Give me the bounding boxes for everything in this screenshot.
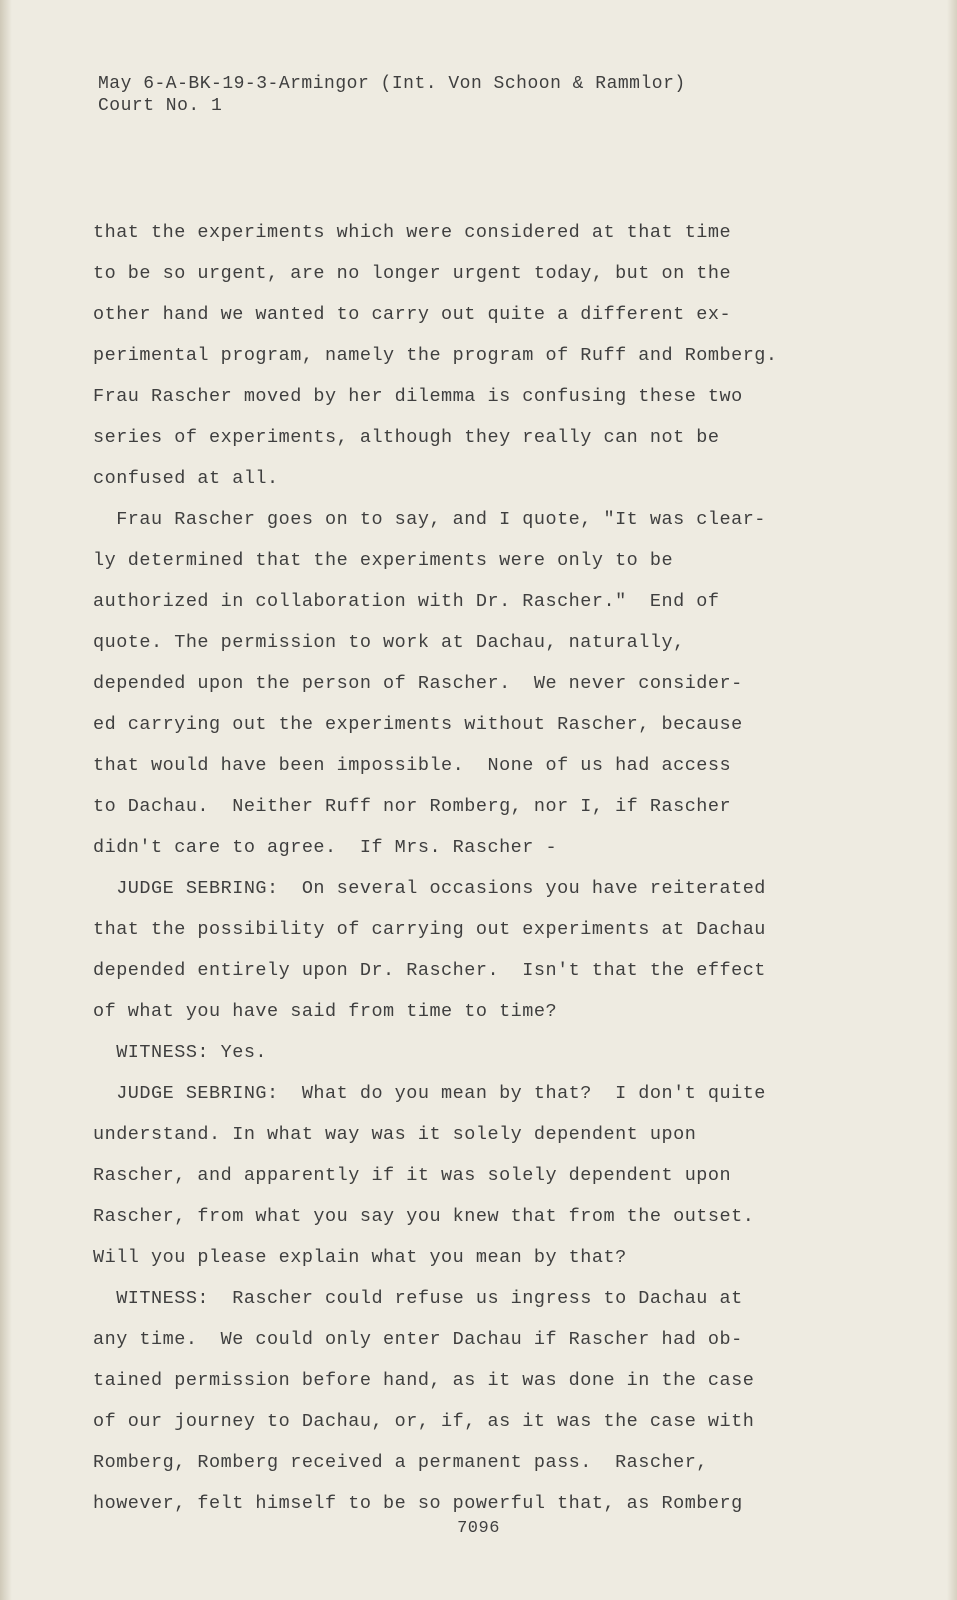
text-line: understand. In what way was it solely dependent upon bbox=[93, 1124, 697, 1145]
text-line: Will you please explain what you mean by that? bbox=[93, 1247, 627, 1268]
text-line: Romberg, Romberg received a permanent pass. Rascher, bbox=[93, 1452, 708, 1473]
paper-edge-left bbox=[0, 0, 12, 1600]
paper-edge-right bbox=[947, 0, 957, 1600]
text-line: ly determined that the experiments were only to be bbox=[93, 550, 674, 571]
transcript-body bbox=[93, 212, 933, 1524]
document-header bbox=[98, 73, 686, 117]
text-line: authorized in collaboration with Dr. Rascher." End of bbox=[93, 591, 720, 612]
text-line: depended entirely upon Dr. Rascher. Isn't that the effect bbox=[93, 960, 766, 981]
text-line: depended upon the person of Rascher. We never consider- bbox=[93, 673, 743, 694]
text-line: Frau Rascher goes on to say, and I quote, "It was clear- bbox=[93, 509, 766, 530]
text-line: other hand we wanted to carry out quite a different ex- bbox=[93, 304, 732, 325]
text-line: tained permission before hand, as it was done in the case bbox=[93, 1370, 755, 1391]
page-number: 7096 bbox=[457, 1519, 500, 1538]
text-line: of our journey to Dachau, or, if, as it was the case with bbox=[93, 1411, 755, 1432]
text-line: quote. The permission to work at Dachau, naturally, bbox=[93, 632, 685, 653]
text-line: series of experiments, although they really can not be bbox=[93, 427, 720, 448]
text-line: Rascher, from what you say you knew that from the outset. bbox=[93, 1206, 755, 1227]
text-line: Rascher, and apparently if it was solely dependent upon bbox=[93, 1165, 732, 1186]
text-line: however, felt himself to be so powerful that, as Romberg bbox=[93, 1493, 743, 1514]
text-line: any time. We could only enter Dachau if Rascher had ob- bbox=[93, 1329, 743, 1350]
text-line: confused at all. bbox=[93, 468, 279, 489]
text-line: WITNESS: Yes. bbox=[93, 1042, 268, 1063]
text-line: perimental program, namely the program of Ruff and Romberg. bbox=[93, 345, 778, 366]
text-line: that would have been impossible. None of us had access bbox=[93, 755, 732, 776]
text-line: to Dachau. Neither Ruff nor Romberg, nor I, if Rascher bbox=[93, 796, 732, 817]
text-line: to be so urgent, are no longer urgent today, but on the bbox=[93, 263, 732, 284]
text-line: WITNESS: Rascher could refuse us ingress to Dachau at bbox=[93, 1288, 743, 1309]
header-line-2: Court No. 1 bbox=[98, 96, 223, 116]
text-line: JUDGE SEBRING: What do you mean by that? I don't quite bbox=[93, 1083, 766, 1104]
text-line: JUDGE SEBRING: On several occasions you have reiterated bbox=[93, 878, 766, 899]
text-line: Frau Rascher moved by her dilemma is confusing these two bbox=[93, 386, 743, 407]
text-line: of what you have said from time to time? bbox=[93, 1001, 558, 1022]
text-line: ed carrying out the experiments without Rascher, because bbox=[93, 714, 743, 735]
header-line-1: May 6-A-BK-19-3-Armingor (Int. Von Schoon & Rammlor) bbox=[98, 74, 686, 94]
text-line: didn't care to agree. If Mrs. Rascher - bbox=[93, 837, 558, 858]
text-line: that the possibility of carrying out experiments at Dachau bbox=[93, 919, 766, 940]
text-line: that the experiments which were considered at that time bbox=[93, 222, 732, 243]
